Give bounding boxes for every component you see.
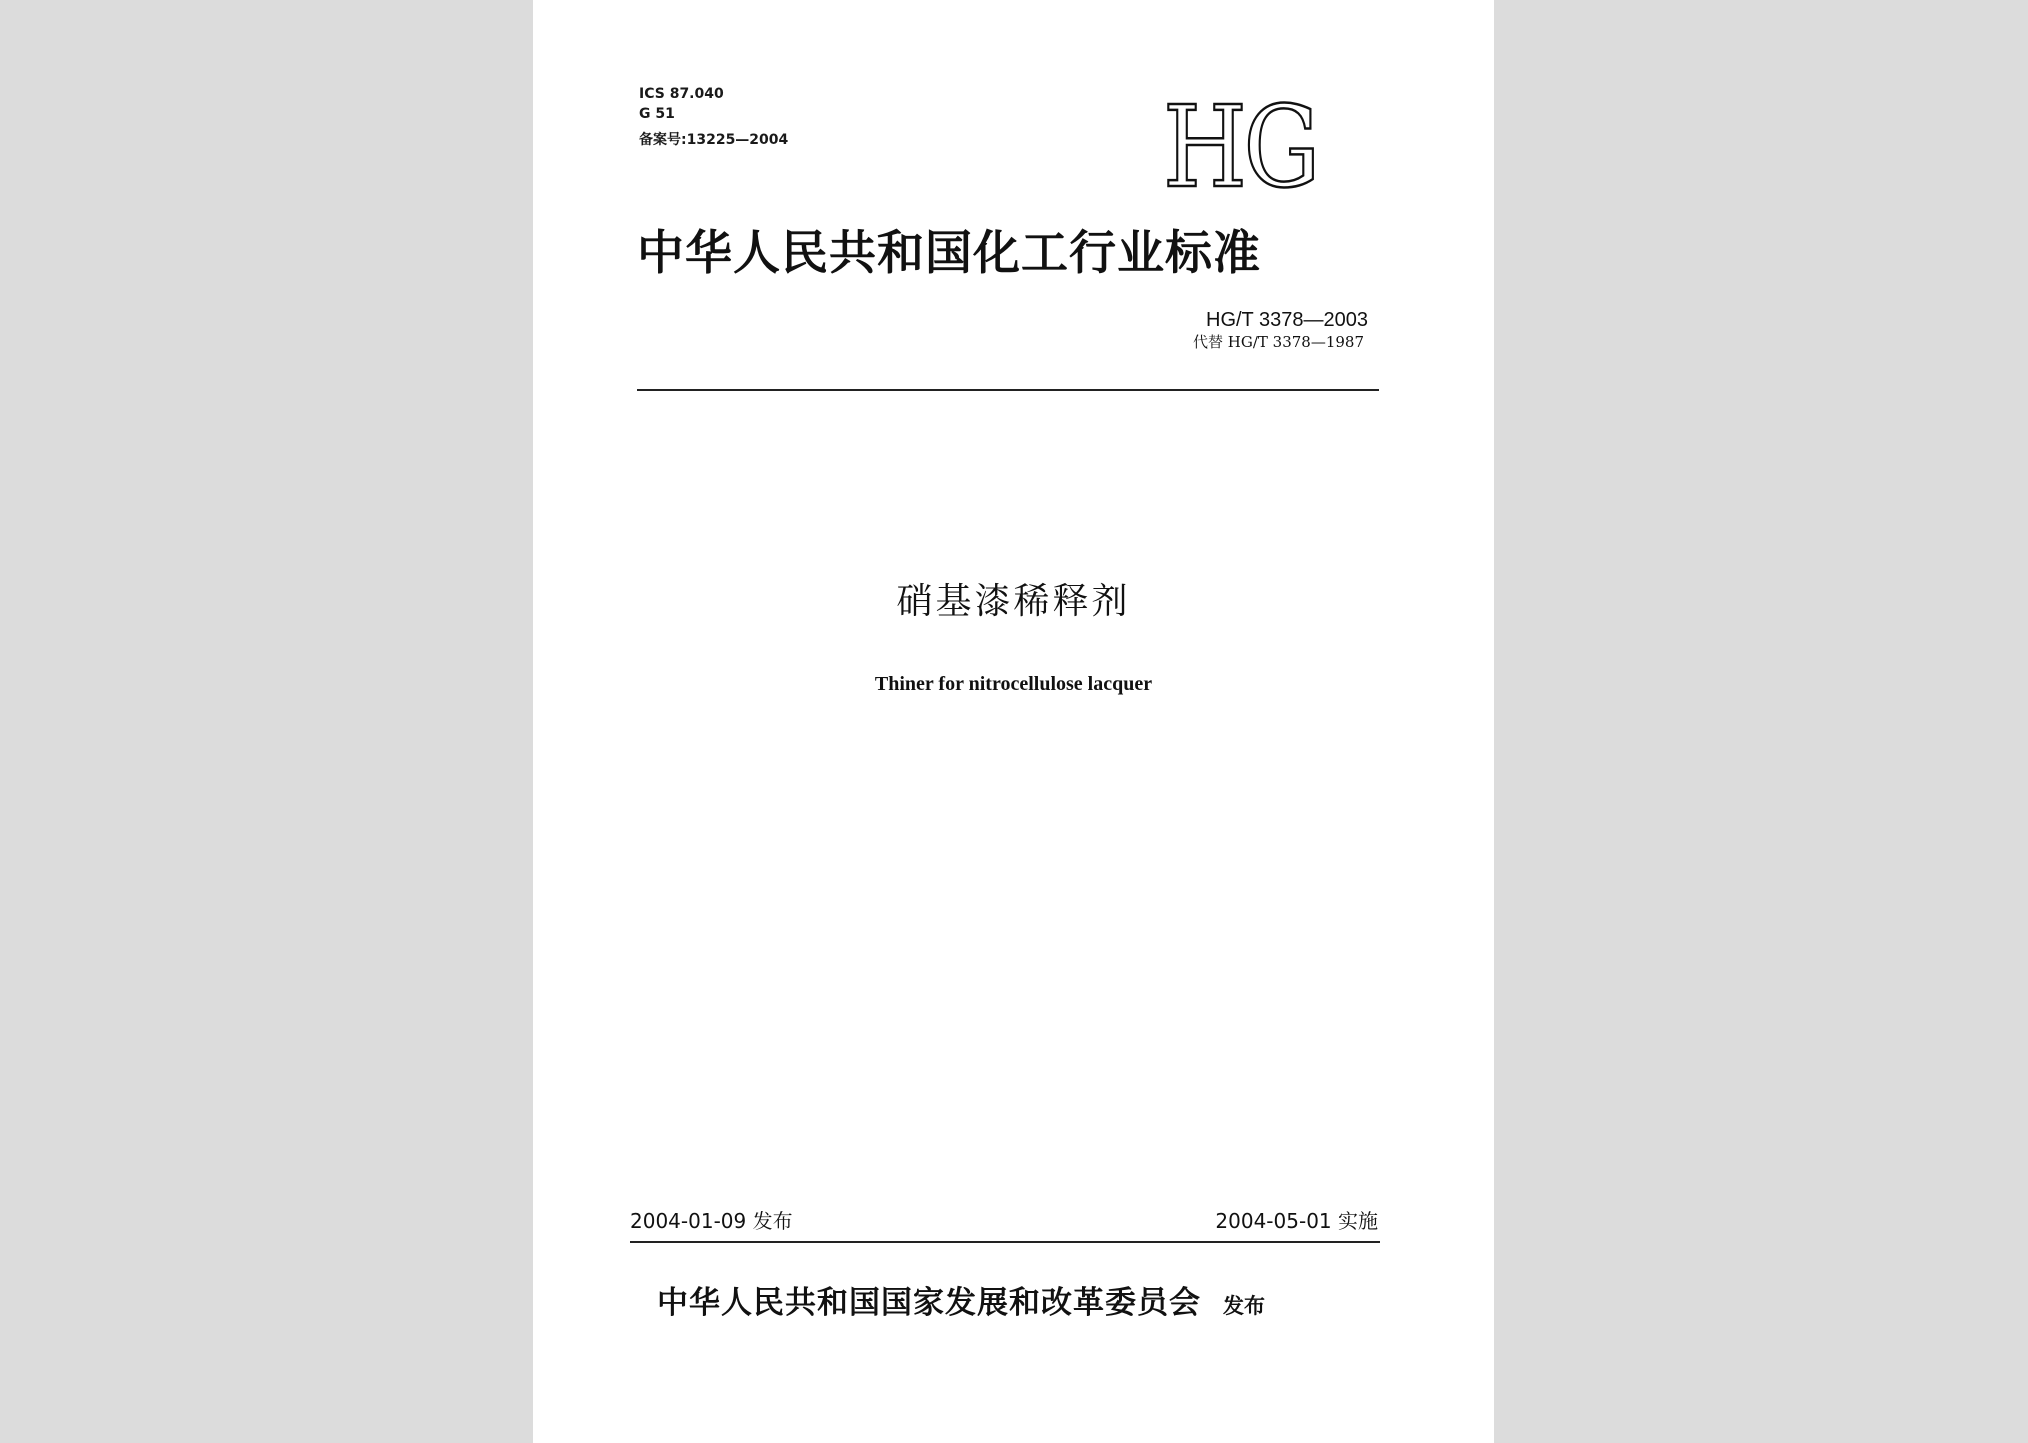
issue-date: 2004-01-09 发布 [630,1209,793,1233]
implementation-date: 2004-05-01 实施 [1215,1209,1378,1233]
header-divider [637,389,1379,391]
document-title-chinese: 硝基漆稀释剂 [896,581,1131,622]
publisher-suffix: 发布 [1223,1294,1265,1318]
classification-code: G 51 [639,106,675,122]
document-page [533,0,1494,1443]
publisher-name: 中华人民共和国国家发展和改革委员会 [657,1285,1201,1321]
replaced-standard: 代替 HG/T 3378—1987 [1193,333,1365,351]
standard-number: HG/T 3378—2003 [1206,309,1368,331]
publisher-line [657,1283,1265,1326]
filing-number: 备案号:13225—2004 [639,132,789,148]
hg-logo: HG [1163,83,1318,213]
ics-code: ICS 87.040 [639,86,724,102]
document-title-english: Thiner for nitrocellulose lacquer [874,673,1153,695]
standard-category-title: 中华人民共和国化工行业标准 [637,226,1261,281]
footer-divider [630,1241,1380,1243]
